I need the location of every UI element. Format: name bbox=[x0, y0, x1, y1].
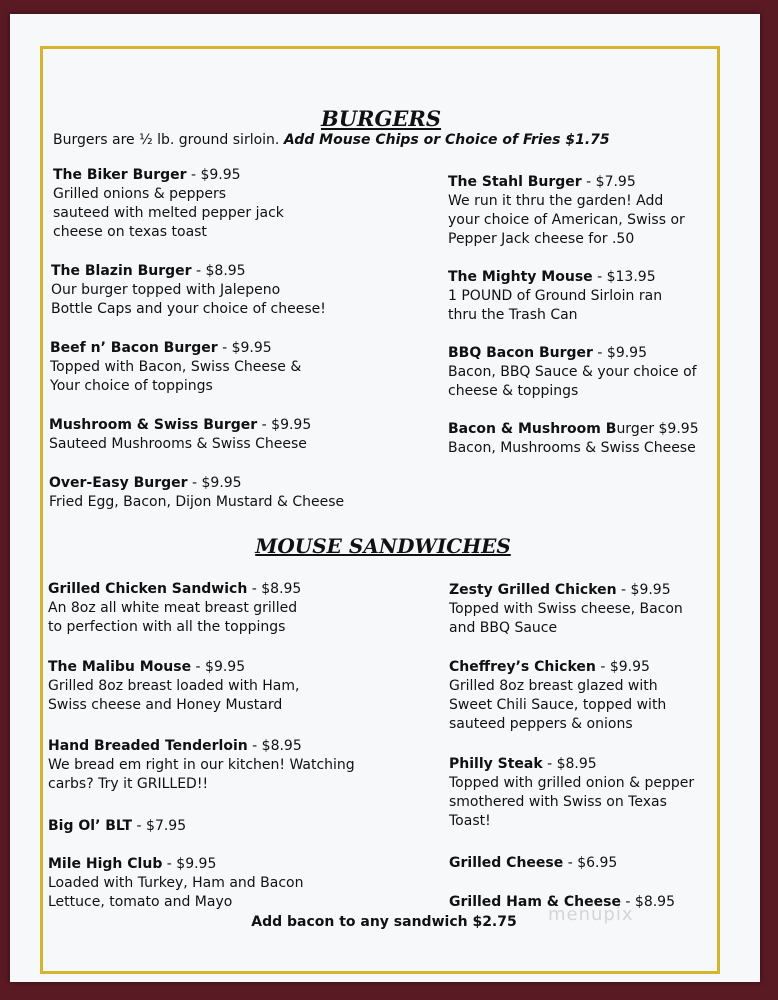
item-price: - $9.95 bbox=[187, 475, 242, 491]
menu-item bbox=[449, 854, 617, 873]
menu-item bbox=[49, 416, 311, 454]
item-name: Mile High Club bbox=[48, 856, 163, 872]
item-price: - $9.95 bbox=[217, 340, 272, 356]
menu-item bbox=[449, 658, 666, 734]
item-price: - $13.95 bbox=[592, 269, 656, 285]
item-desc: We bread em right in our kitchen! Watching carbs? Try it GRILLED!! bbox=[48, 757, 355, 792]
item-desc: Grilled 8oz breast loaded with Ham, Swiss cheese and Honey Mustard bbox=[48, 678, 300, 713]
item-price: - $9.95 bbox=[191, 659, 246, 675]
item-name: The Stahl Burger bbox=[448, 174, 582, 190]
item-price: - $8.95 bbox=[542, 756, 597, 772]
item-name: Cheffrey’s Chicken bbox=[449, 659, 596, 675]
item-name: Beef n’ Bacon Burger bbox=[50, 340, 218, 356]
item-name: Grilled Cheese bbox=[449, 855, 564, 871]
menu-item bbox=[50, 339, 301, 396]
item-desc: Sauteed Mushrooms & Swiss Cheese bbox=[49, 436, 307, 452]
menu-item bbox=[449, 755, 694, 831]
menu-item bbox=[48, 737, 355, 794]
item-desc: We run it thru the garden! Add your choice of American, Swiss or Pepper Jack cheese for .50 bbox=[448, 193, 685, 247]
item-price: - $9.95 bbox=[162, 856, 217, 872]
item-price: - $8.95 bbox=[620, 894, 675, 910]
item-price: - $8.95 bbox=[247, 738, 302, 754]
item-name: Grilled Ham & Cheese bbox=[449, 894, 621, 910]
sandwiches-heading: MOUSE SANDWICHES bbox=[255, 534, 511, 558]
item-price: - $7.95 bbox=[132, 818, 187, 834]
item-name: The Mighty Mouse bbox=[448, 269, 593, 285]
item-desc: Our burger topped with Jalepeno Bottle Caps and your choice of cheese! bbox=[51, 282, 326, 317]
item-price: - $6.95 bbox=[563, 855, 618, 871]
menu-item bbox=[448, 173, 685, 249]
bacon-addon-note: Add bacon to any sandwich $2.75 bbox=[251, 914, 517, 930]
item-desc: Grilled onions & peppers sauteed with melted pepper jack cheese on texas toast bbox=[53, 186, 284, 240]
menu-item bbox=[53, 166, 284, 242]
menu-item bbox=[48, 580, 301, 637]
menu-item bbox=[51, 262, 326, 319]
item-name: Big Ol’ BLT bbox=[48, 818, 133, 834]
item-desc: Loaded with Turkey, Ham and Bacon Lettuce, tomato and Mayo bbox=[48, 875, 304, 910]
menu-item bbox=[448, 420, 699, 458]
item-name: Philly Steak bbox=[449, 756, 543, 772]
item-desc: Topped with grilled onion & pepper smothered with Swiss on Texas Toast! bbox=[449, 775, 695, 829]
menu-item bbox=[48, 855, 303, 912]
item-name: Over-Easy Burger bbox=[49, 475, 188, 491]
item-desc: Bacon, BBQ Sauce & your choice of cheese & toppings bbox=[448, 364, 697, 399]
menu-item bbox=[448, 344, 697, 401]
item-desc: Topped with Swiss cheese, Bacon and BBQ Sauce bbox=[449, 601, 683, 636]
item-name: Grilled Chicken Sandwich bbox=[48, 581, 248, 597]
item-name: Hand Breaded Tenderloin bbox=[48, 738, 248, 754]
item-price: - $9.95 bbox=[595, 659, 650, 675]
item-desc: Fried Egg, Bacon, Dijon Mustard & Cheese bbox=[49, 494, 345, 510]
intro-addon: Add Mouse Chips or Choice of Fries $1.75 bbox=[283, 132, 610, 148]
item-name: Bacon & Mushroom B bbox=[448, 421, 617, 437]
item-desc: Topped with Bacon, Swiss Cheese & Your choice of toppings bbox=[50, 359, 302, 394]
menu-item bbox=[48, 658, 299, 715]
item-price: - $8.95 bbox=[247, 581, 302, 597]
item-desc: 1 POUND of Ground Sirloin ran thru the Trash Can bbox=[448, 288, 663, 323]
item-name: The Biker Burger bbox=[53, 167, 187, 183]
item-name: Mushroom & Swiss Burger bbox=[49, 417, 258, 433]
item-name: The Blazin Burger bbox=[51, 263, 192, 279]
menu-item bbox=[48, 817, 186, 836]
burgers-heading: BURGERS bbox=[320, 106, 442, 131]
item-price: - $9.95 bbox=[592, 345, 647, 361]
item-desc: Grilled 8oz breast glazed with Sweet Chili Sauce, topped with sauteed peppers & onions bbox=[449, 678, 667, 732]
menu-item bbox=[448, 268, 662, 325]
item-price: urger $9.95 bbox=[616, 421, 699, 437]
item-price: - $9.95 bbox=[186, 167, 241, 183]
item-name: Zesty Grilled Chicken bbox=[449, 582, 617, 598]
item-desc: Bacon, Mushrooms & Swiss Cheese bbox=[448, 440, 696, 456]
item-name: The Malibu Mouse bbox=[48, 659, 192, 675]
menu-item bbox=[49, 474, 344, 512]
item-price: - $8.95 bbox=[191, 263, 246, 279]
menu-item bbox=[449, 581, 683, 638]
watermark-logo: menupix bbox=[548, 904, 634, 925]
burgers-intro bbox=[53, 132, 610, 148]
item-price: - $9.95 bbox=[257, 417, 312, 433]
item-price: - $9.95 bbox=[616, 582, 671, 598]
item-name: BBQ Bacon Burger bbox=[448, 345, 593, 361]
item-price: - $7.95 bbox=[581, 174, 636, 190]
item-desc: An 8oz all white meat breast grilled to perfection with all the toppings bbox=[48, 600, 298, 635]
intro-text: Burgers are ½ lb. ground sirloin. bbox=[53, 132, 284, 148]
